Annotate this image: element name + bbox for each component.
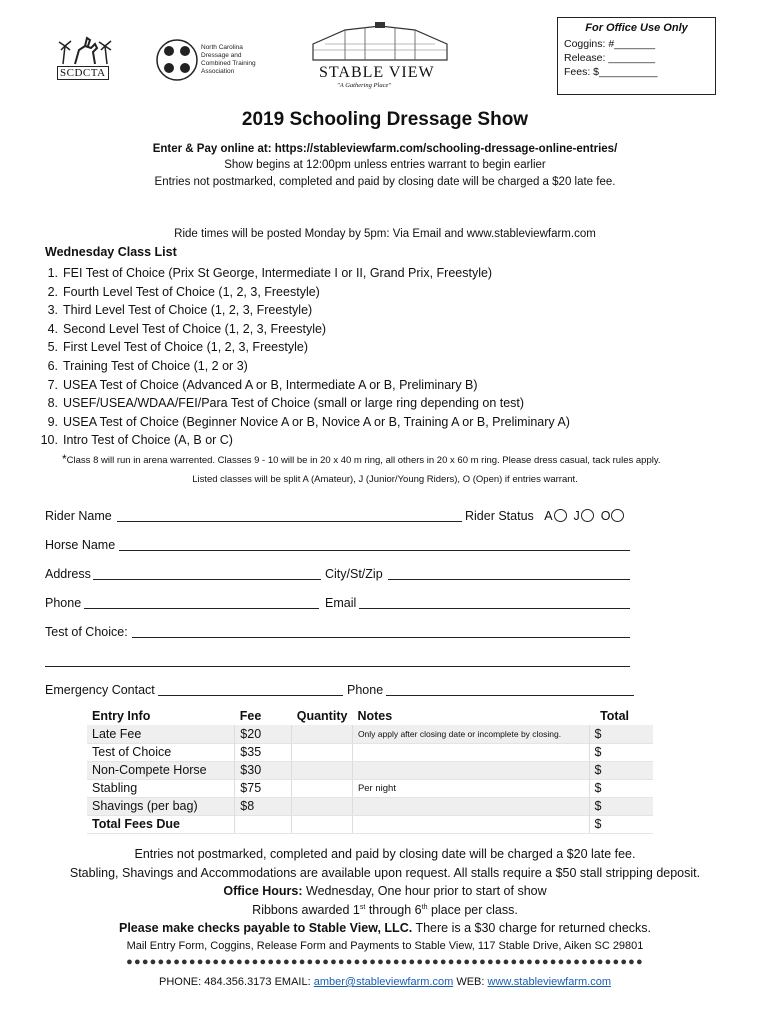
emergency-phone-field[interactable] [386, 682, 634, 696]
total-cell[interactable]: $ [589, 779, 653, 797]
table-row: Shavings (per bag) $8 $ [87, 797, 653, 815]
address-label: Address [45, 567, 91, 581]
class-item: 1. FEI Test of Choice (Prix St George, Intermediate I or II, Grand Prix, Freestyle) [47, 266, 493, 280]
total-cell[interactable]: $ [589, 725, 653, 743]
fee-table [87, 707, 653, 834]
class-item: 9. USEA Test of Choice (Beginner Novice A or B, Novice A or B, Training A or B, Preliminary A) [47, 414, 570, 429]
stable-view-label: STABLE VIEW [319, 64, 435, 81]
ncdcta-label: North Carolina Dressage and Combined Training Association [201, 44, 256, 75]
header-total: Total [600, 709, 629, 723]
quantity-cell[interactable] [292, 743, 353, 761]
class-item: 7. USEA Test of Choice (Advanced A or B, Intermediate A or B, Preliminary B) [47, 377, 478, 392]
class-item: 6. Training Test of Choice (1, 2 or 3) [47, 358, 248, 373]
horse-name-field[interactable] [119, 537, 630, 551]
total-fees-cell[interactable]: $ [589, 815, 653, 833]
office-use-box [557, 17, 716, 95]
email-label: Email [325, 596, 357, 610]
total-cell[interactable]: $ [589, 743, 653, 761]
status-o-radio[interactable] [611, 509, 624, 522]
header-fee: Fee [239, 709, 262, 723]
show-begins-text: Show begins at 12:00pm unless entries warrant to begin earlier [224, 159, 546, 171]
footer-mail: Mail Entry Form, Coggins, Release Form and Payments to Stable View, 117 Stable Drive, Aiken SC 29801 [126, 940, 644, 952]
page-title: 2019 Schooling Dressage Show [241, 109, 529, 130]
footer-ribbons: Ribbons awarded 1st through 6th place per class. [252, 903, 518, 917]
total-cell[interactable]: $ [589, 761, 653, 779]
city-label: City/St/Zip [325, 567, 383, 581]
test-of-choice-field[interactable] [132, 624, 630, 638]
city-field[interactable] [388, 566, 630, 580]
office-title: For Office Use Only [585, 22, 688, 34]
late-fee-text: Entries not postmarked, completed and paid by closing date will be charged a $20 late fee. [154, 176, 616, 188]
table-row: Stabling $75 Per night $ [87, 779, 653, 797]
web-link[interactable]: www.stableviewfarm.com [487, 976, 611, 988]
quantity-cell[interactable] [292, 725, 353, 743]
footer-office-hours: Office Hours: Wednesday, One hour prior to start of show [223, 884, 547, 898]
phone-field[interactable] [84, 595, 319, 609]
header-notes: Notes [357, 709, 393, 723]
test-of-choice-field-2[interactable] [45, 653, 630, 667]
header-entry-info: Entry Info [92, 709, 151, 723]
contact-line: PHONE: 484.356.3173 EMAIL: amber@stableviewfarm.com WEB: www.stableviewfarm.com [159, 976, 611, 988]
dotted-divider: ●●●●●●●●●●●●●●●●●●●●●●●●●●●●●●●●●●●●●●●●●●●●●●●●●●●●●●●●●●●●●●●●●● [126, 956, 644, 968]
table-row: Test of Choice $35 $ [87, 743, 653, 761]
phone-label: Phone [45, 596, 82, 610]
class-item: 2. Fourth Level Test of Choice (1, 2, 3, Freestyle) [47, 284, 320, 299]
online-entry-text: Enter & Pay online at: https://stableviewfarm.com/schooling-dressage-online-entries/ [152, 143, 618, 155]
table-row: Non-Compete Horse $30 $ [87, 761, 653, 779]
address-field[interactable] [93, 566, 321, 580]
fees-field: Fees: $__________ [564, 66, 658, 78]
rider-name-field[interactable] [117, 508, 462, 522]
class-item: 10. Intro Test of Choice (A, B or C) [40, 433, 233, 448]
header-quantity: Quantity [296, 709, 348, 723]
ncdcta-logo [155, 38, 275, 86]
table-row: Late Fee $20 Only apply after closing date or incomplete by closing. $ [87, 725, 653, 743]
class-item: 3. Third Level Test of Choice (1, 2, 3, Freestyle) [47, 303, 313, 318]
coggins-field: Coggins: #_______ [564, 38, 656, 50]
quantity-cell[interactable] [292, 761, 353, 779]
table-row: Total Fees Due $ [87, 815, 653, 833]
total-cell[interactable]: $ [589, 797, 653, 815]
status-a-radio[interactable] [554, 509, 567, 522]
footer-checks: Please make checks payable to Stable View, LLC. There is a $30 charge for returned checks. [119, 921, 651, 935]
rider-name-label: Rider Name [45, 509, 112, 523]
stable-view-logo [305, 22, 455, 97]
emergency-contact-field[interactable] [158, 682, 343, 696]
class-item: 8. USEF/USEA/WDAA/FEI/Para Test of Choice (small or large ring depending on test) [47, 396, 525, 411]
email-link[interactable]: amber@stableviewfarm.com [313, 976, 454, 988]
fee-table-header [87, 707, 653, 725]
release-field: Release: ________ [564, 52, 656, 64]
barn-icon [305, 22, 455, 64]
footer-stabling: Stabling, Shavings and Accommodations are available upon request. All stalls require a $50 stall stripping deposit. [69, 866, 701, 880]
quantity-cell[interactable] [292, 797, 353, 815]
split-note: Listed classes will be split A (Amateur), J (Junior/Young Riders), O (Open) if entries warrant. [192, 474, 578, 485]
class-list-heading: Wednesday Class List [45, 245, 177, 259]
stable-view-tagline: "A Gathering Place" [337, 82, 392, 89]
test-of-choice-label: Test of Choice: [45, 625, 128, 639]
class-item: 5. First Level Test of Choice (1, 2, 3, Freestyle) [47, 340, 309, 355]
scdcta-logo [55, 36, 117, 84]
footer-late-fee: Entries not postmarked, completed and paid by closing date will be charged a $20 late fee. [134, 847, 636, 861]
emergency-contact-label: Emergency Contact [45, 683, 155, 697]
rider-status-label: Rider Status A J O [465, 509, 624, 523]
ride-times-text: Ride times will be posted Monday by 5pm: Via Email and www.stableviewfarm.com [174, 228, 596, 240]
class-list [38, 264, 570, 450]
horse-rider-icon [55, 36, 117, 66]
horse-name-label: Horse Name [45, 538, 116, 552]
nc-horse-icon [155, 38, 199, 82]
status-j-radio[interactable] [581, 509, 594, 522]
class-item: 4. Second Level Test of Choice (1, 2, 3, Freestyle) [47, 321, 327, 336]
class-note: *Class 8 will run in arena warrented. Classes 9 - 10 will be in 20 x 40 m ring, all others in 20 x 60 m ring. Please dress casual, tack rules apply. [62, 452, 661, 466]
scdcta-label: SCDCTA [57, 66, 109, 80]
emergency-phone-label: Phone [347, 683, 384, 697]
quantity-cell[interactable] [292, 779, 353, 797]
email-field[interactable] [359, 595, 630, 609]
